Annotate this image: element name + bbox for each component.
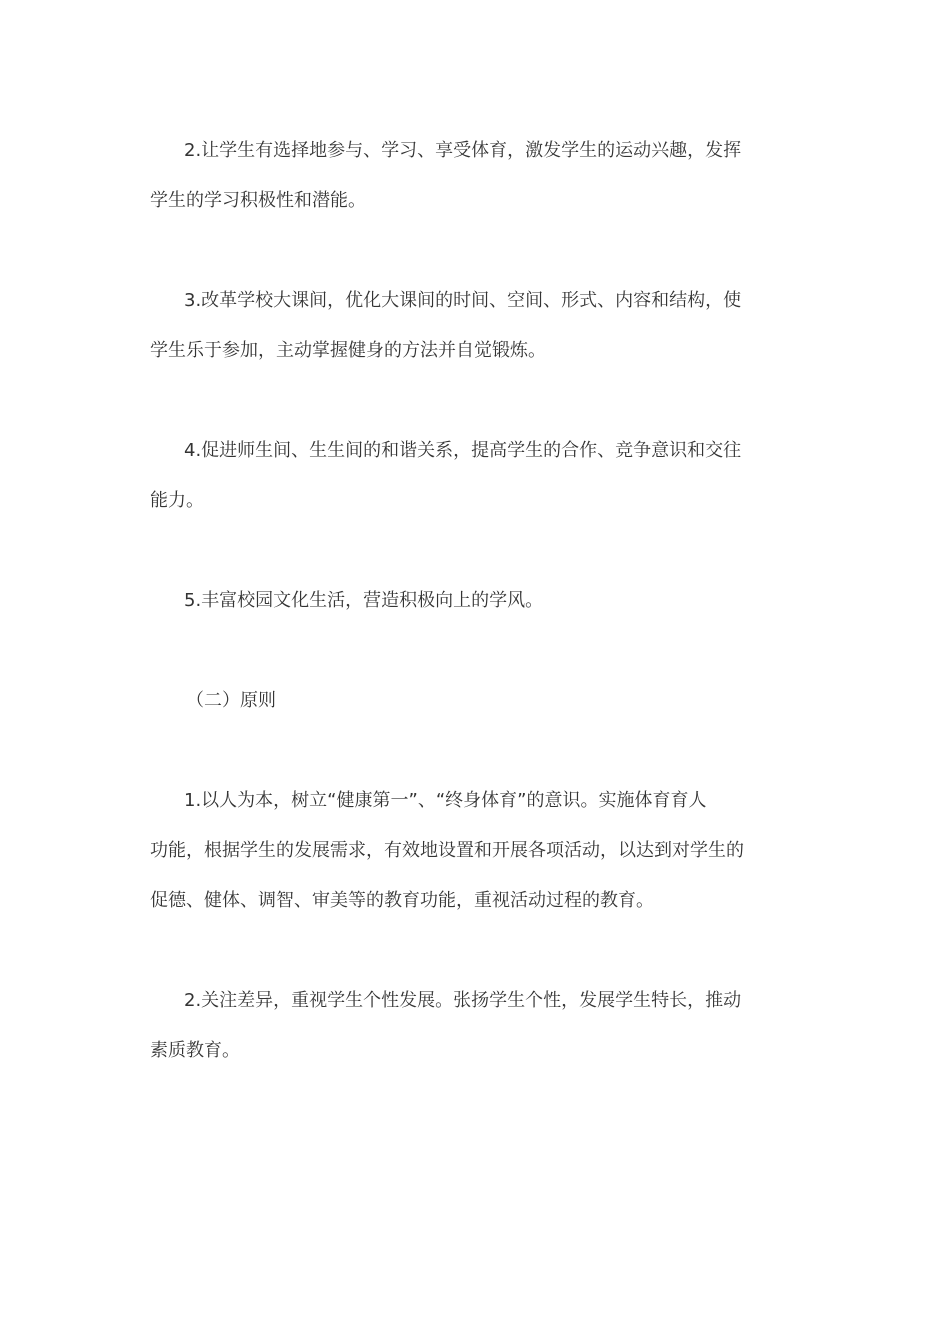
- goal-4-line-2: 能力。: [150, 490, 204, 511]
- principle-2-line-1: 2.关注差异，重视学生个性发展。张扬学生个性，发展学生特长，推动: [184, 990, 742, 1011]
- goal-3-line-1: 3.改革学校大课间，优化大课间的时间、空间、形式、内容和结构，使: [184, 290, 742, 311]
- goal-5-line-1: 5.丰富校园文化生活，营造积极向上的学风。: [184, 590, 544, 611]
- principle-1-line-1: 1.以人为本，树立“健康第一”、“终身体育”的意识。实施体育育人: [184, 790, 707, 811]
- principle-2-line-2: 素质教育。: [150, 1040, 240, 1061]
- principles-heading: （二）原则: [186, 690, 276, 711]
- goal-2-line-2: 学生的学习积极性和潜能。: [150, 190, 366, 211]
- principle-1-line-3: 促德、健体、调智、审美等的教育功能，重视活动过程的教育。: [150, 890, 654, 911]
- goal-3-line-2: 学生乐于参加，主动掌握健身的方法并自觉锻炼。: [150, 340, 546, 361]
- goal-4-line-1: 4.促进师生间、生生间的和谐关系，提高学生的合作、竞争意识和交往: [184, 440, 742, 461]
- goal-2-line-1: 2.让学生有选择地参与、学习、享受体育，激发学生的运动兴趣，发挥: [184, 140, 742, 161]
- principle-1-line-2: 功能，根据学生的发展需求，有效地设置和开展各项活动，以达到对学生的: [150, 840, 744, 861]
